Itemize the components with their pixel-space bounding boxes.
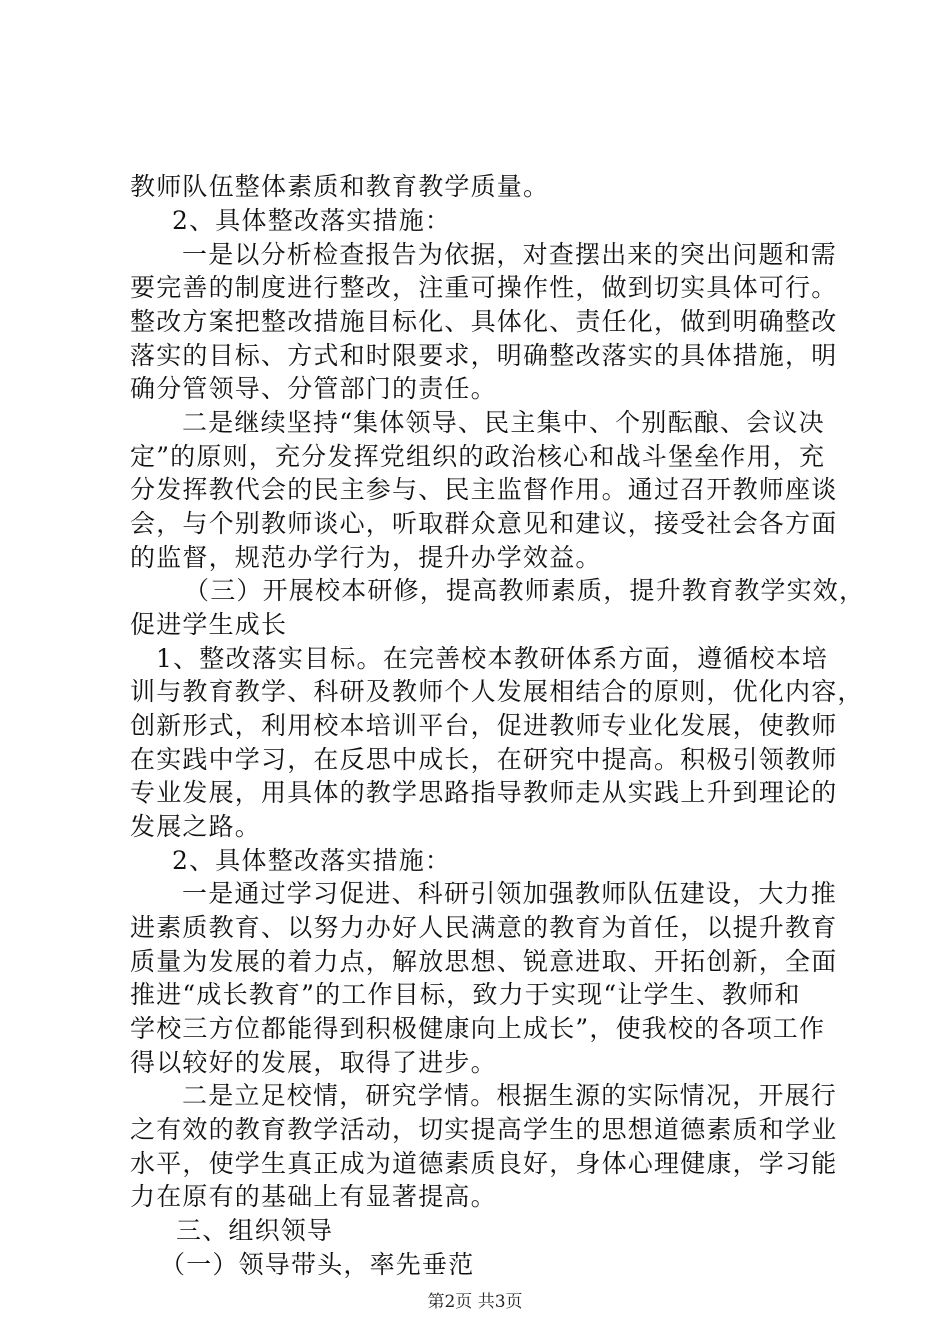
text-line: 一是以分析检查报告为依据，对查摆出来的突出问题和需 <box>182 240 838 269</box>
text-line: （一）领导带头，率先垂范 <box>160 1250 475 1279</box>
text-line: 进素质教育、以努力办好人民满意的教育为首任，以提升教育 <box>130 913 838 942</box>
text-line: 水平，使学生真正成为道德素质良好，身体心理健康，学习能 <box>130 1149 838 1178</box>
text-line: 定”的原则，充分发挥党组织的政治核心和战斗堡垒作用，充 <box>130 442 826 471</box>
text-line: 确分管领导、分管部门的责任。 <box>130 374 497 403</box>
text-line: 整改方案把整改措施目标化、具体化、责任化，做到明确整改 <box>130 307 838 336</box>
text-line: 会，与个别教师谈心，听取群众意见和建议，接受社会各方面 <box>130 509 838 538</box>
text-line: 发展之路。 <box>130 812 262 841</box>
text-line: 力在原有的基础上有显著提高。 <box>130 1182 497 1211</box>
text-line: 训与教育教学、科研及教师个人发展相结合的原则，优化内容， <box>130 677 864 706</box>
text-line: 二是立足校情，研究学情。根据生源的实际情况，开展行 <box>182 1081 838 1110</box>
text-line: 三、组织领导 <box>176 1216 334 1245</box>
text-line: 专业发展，用具体的教学思路指导教师走从实践上升到理论的 <box>130 778 838 807</box>
text-line: 教师队伍整体素质和教育教学质量。 <box>130 172 550 201</box>
text-line: 2、具体整改落实措施： <box>172 206 452 235</box>
text-line: 分发挥教代会的民主参与、民主监督作用。通过召开教师座谈 <box>130 475 838 504</box>
text-line: 得以较好的发展，取得了进步。 <box>130 1048 497 1077</box>
text-line: 的监督，规范办学行为，提升办学效益。 <box>130 543 602 572</box>
text-line: 质量为发展的着力点，解放思想、锐意进取、开拓创新，全面 <box>130 947 838 976</box>
text-line: 2、具体整改落实措施： <box>172 846 452 875</box>
text-line: （三）开展校本研修，提高教师素质，提升教育教学实效， <box>184 576 866 605</box>
text-line: 二是继续坚持“集体领导、民主集中、个别酝酿、会议决 <box>182 408 825 437</box>
text-line: 之有效的教育教学活动，切实提高学生的思想道德素质和学业 <box>130 1115 838 1144</box>
text-line: 一是通过学习促进、科研引领加强教师队伍建设，大力推 <box>182 879 838 908</box>
text-line: 促进学生成长 <box>130 610 288 639</box>
text-line: 要完善的制度进行整改，注重可操作性，做到切实具体可行。 <box>130 273 838 302</box>
text-line: 推进“成长教育”的工作目标，致力于实现“让学生、教师和 <box>130 980 801 1009</box>
text-line: 学校三方位都能得到积极健康向上成长”，使我校的各项工作 <box>130 1014 826 1043</box>
text-line: 创新形式，利用校本培训平台，促进教师专业化发展，使教师 <box>130 711 838 740</box>
text-line: 落实的目标、方式和时限要求，明确整改落实的具体措施，明 <box>130 341 838 370</box>
text-line: 1、整改落实目标。在完善校本教研体系方面，遵循校本培 <box>156 644 829 673</box>
page-footer: 第2页 共3页 <box>427 1292 523 1312</box>
text-line: 在实践中学习，在反思中成长，在研究中提高。积极引领教师 <box>130 745 838 774</box>
